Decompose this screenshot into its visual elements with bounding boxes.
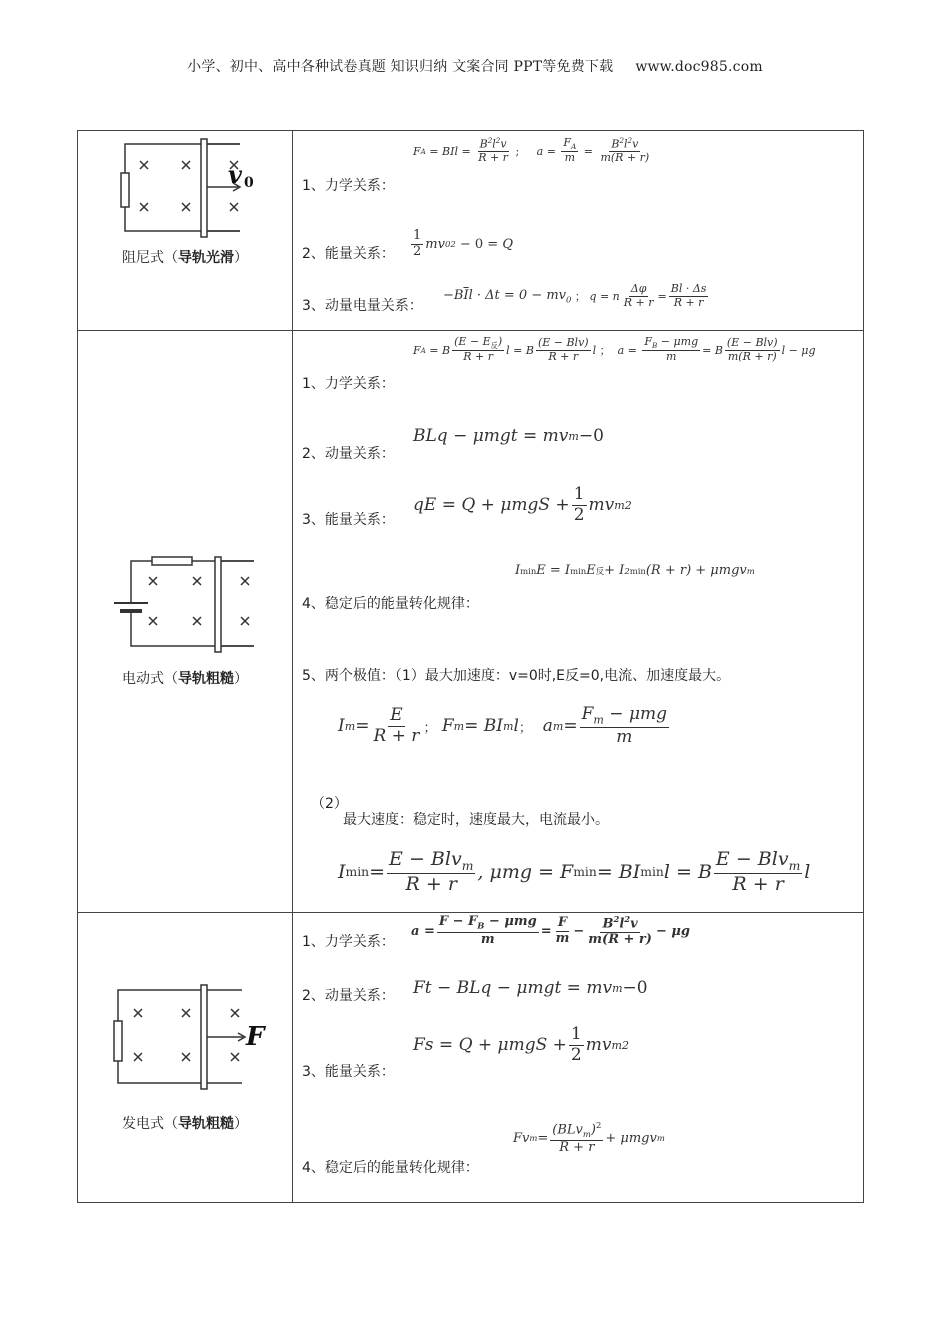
velocity-label-subscript: 0: [244, 175, 254, 191]
formula-energy-damping: $\frac{1}{2}$ mv 0 2 − 0 = Q: [413, 228, 513, 259]
damping-title: 阻尼式（导轨光滑）: [122, 250, 248, 266]
formula-generator-momentum: Ft − BLq − μmgt = mv m − 0: [413, 978, 648, 998]
table-row: [78, 913, 864, 1203]
force-label-F: F: [246, 1022, 265, 1052]
motor-item-extremes: 5、两个极值：（1）最大加速度：v=0时,E反=0,电流、加速度最大。: [302, 668, 731, 684]
header-url[interactable]: www.doc985.com: [635, 59, 763, 75]
motor-item-mechanics: 1、力学关系：: [302, 376, 395, 392]
formula-motor-force: F A = B $\frac{(E - E_反)}{R + r}$ l = B $\frac{\text{(E − Blv)}}{R + r}$ l ； a = $\frac{F_B - \mu mg}{m}$ = B $\frac{\text{(E − Blv)}}{m(R + r)}$ l − μg: [413, 335, 816, 364]
damping-figure-cell: [78, 131, 293, 331]
generator-title: 发电式（导轨粗糙）: [122, 1116, 248, 1132]
formula-generator-force: a = $\frac{F - F_B - \mu mg}{m}$ = $\frac{F}{m}$ − $\frac{B^2l^2v}{m(R + r)}$ − μg: [411, 914, 690, 948]
generator-item-mechanics: 1、力学关系：: [302, 934, 395, 950]
generator-item-momentum: 2、动量关系：: [302, 988, 395, 1004]
formula-max-velocity: I min = $\frac{E - Blv_m}{R + r}$ , μmg = F min = BI min l = B $\frac{E - Blv_m}{R + r}$ l: [338, 848, 811, 895]
summary-table: [77, 130, 864, 1203]
generator-item-steady-energy: 4、稳定后的能量转化规律：: [302, 1160, 479, 1176]
generator-circuit-diagram: [78, 913, 292, 1203]
generator-figure-cell: [78, 913, 293, 1203]
formula-motor-steady-energy: I min E = I min E 反 + I 2 min (R + r) + μmgv m: [515, 563, 755, 578]
header-text: 小学、初中、高中各种试卷真题 知识归纳 文案合同 PPT等免费下载: [187, 59, 614, 75]
generator-formulas-cell: [293, 913, 864, 1203]
formula-momentum-charge: $-B\overline{I}l \cdot \Delta t = 0 - mv_0$ ； q = n $\frac{\Delta\varphi}{R + r}$ = $\frac{Bl \cdot \Delta s}{R + r}$: [443, 282, 707, 309]
motor-circuit-diagram: [78, 331, 292, 913]
extreme-2-text: 最大速度：稳定时，速度最大，电流最小。: [343, 812, 609, 828]
formula-generator-steady-energy: Fv m = $\frac{(BLv_m)^2}{R + r}$ + μmgv m: [513, 1120, 665, 1155]
velocity-label-v: v: [228, 160, 242, 189]
motor-figure-cell: [78, 331, 293, 913]
damping-formulas-cell: [293, 131, 864, 331]
damping-item-energy: 2、能量关系：: [302, 246, 395, 262]
motor-item-momentum: 2、动量关系：: [302, 446, 395, 462]
table-row: [78, 131, 864, 331]
motor-formulas-cell: [293, 331, 864, 913]
page-header: [0, 56, 950, 76]
formula-max-acceleration: I m = $\frac{E}{R + r}$ ； F m = BI m l ； a m = $\frac{F_m - \mu mg}{m}$: [338, 704, 668, 748]
motor-item-steady-energy: 4、稳定后的能量转化规律：: [302, 596, 479, 612]
damping-item-mechanics: 1、力学关系：: [302, 178, 395, 194]
extreme-2-number: （2）: [311, 796, 348, 812]
formula-motor-energy: qE = Q + μmgS + $\frac{1}{2}$ mv m 2: [413, 484, 632, 525]
damping-item-momentum: 3、动量电量关系：: [302, 298, 423, 314]
formula-ampere-force: F A = BIl = $\frac{B^2l^2v}{R + r}$ ; a = $\frac{F_A}{m}$ = $\frac{B^2l^2v}{m(R + r)}$: [413, 136, 650, 165]
table-row: [78, 331, 864, 913]
generator-item-energy: 3、能量关系：: [302, 1064, 395, 1080]
damping-circuit-diagram: [78, 131, 292, 331]
motor-item-energy: 3、能量关系：: [302, 512, 395, 528]
formula-generator-energy: Fs = Q + μmgS + $\frac{1}{2}$ mv m 2: [413, 1024, 629, 1065]
motor-title: 电动式（导轨粗糙）: [122, 671, 248, 687]
formula-motor-momentum: BLq − μmgt = mv m − 0: [413, 426, 604, 446]
